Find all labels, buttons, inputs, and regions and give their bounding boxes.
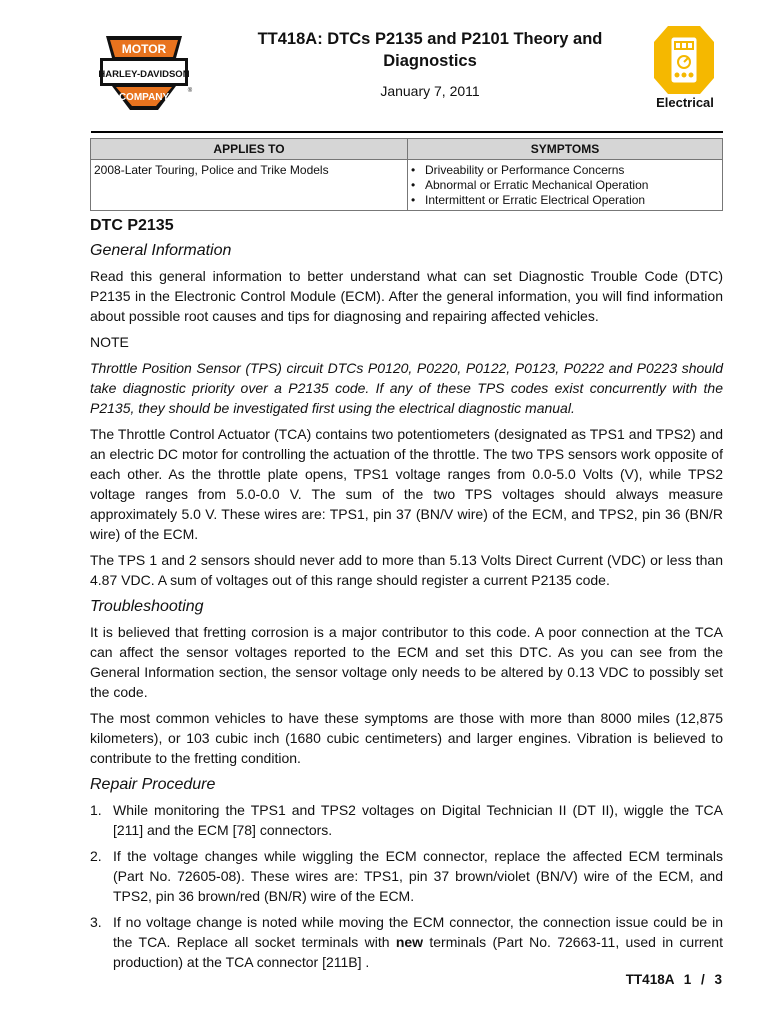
general-intro-paragraph: Read this general information to better understand what can set Diagnostic Trouble Code (DTC) P2135 in the Electronic Control Module (ECM). After the general information, you will find information about possible root causes and tips for diagnosing and repairing affected vehicles.: [90, 268, 723, 324]
step-text: If the voltage changes while wiggling the ECM connector, replace the affected ECM terminals (Part No. 72605-08). These wires are: TPS1, pin 37 brown/violet (BN/V) wire of the ECM, and TPS2, pin 36 brown/red (BN/R) wire of the ECM.: [113, 848, 723, 904]
applies-to-cell: 2008-Later Touring, Police and Trike Models: [91, 160, 408, 211]
symptoms-cell: [408, 160, 723, 211]
logo-registered-mark: ®: [187, 88, 193, 94]
repair-steps-list: [90, 800, 723, 972]
note-label: NOTE: [90, 334, 129, 350]
step-emphasis: new: [395, 934, 424, 950]
repair-procedure-heading: Repair Procedure: [90, 776, 216, 793]
step-text-after: terminals (Part No. 72663-11, used in current production) at the TCA connector [211B] .: [113, 934, 723, 970]
document-body: [90, 215, 723, 978]
multimeter-icon: [652, 24, 716, 96]
tps-voltage-range-paragraph: The TPS 1 and 2 sensors should never add to more than 5.13 Volts Direct Current (VDC) or less than 4.87 VDC. A sum of voltages out of this range should register a current P2135 code.: [90, 552, 723, 588]
applies-to-header: APPLIES TO: [91, 139, 408, 160]
symptom-item: • Driveability or Performance Concerns: [411, 163, 719, 178]
category-label: Electrical: [656, 95, 714, 110]
note-text: Throttle Position Sensor (TPS) circuit DTCs P0120, P0220, P0122, P0123, P0222 and P0223 should take diagnostic priority over a P2135 code. If any of these TPS codes exist concurrently with the P2135, they should be investigated first using the electrical diagnostic manual.: [90, 360, 723, 416]
general-information-heading: General Information: [90, 242, 232, 259]
document-title: TT418A: DTCs P2135 and P2101 Theory and Diagnostics: [257, 30, 603, 70]
document-date: January 7, 2011: [380, 83, 480, 99]
step-number: 2.: [90, 848, 102, 864]
footer-page-number: 1 / 3: [683, 972, 722, 987]
step-number: 1.: [90, 802, 102, 818]
repair-step: [90, 800, 723, 840]
troubleshooting-heading: Troubleshooting: [90, 598, 204, 615]
repair-step: [90, 846, 723, 906]
applies-to-table: [90, 138, 723, 211]
repair-step: [90, 912, 723, 972]
footer-doc-id: TT418A: [625, 972, 674, 987]
troubleshooting-paragraph-1: It is believed that fretting corrosion is a major contributor to this code. A poor connection at the TCA can affect the sensor voltages reported to the ECM and set this DTC. As you can see from the General Information section, the sensor voltage only needs to be altered by 0.13 VDC to possibly set the code.: [90, 624, 723, 700]
logo-middle-text: HARLEY-DAVIDSON: [98, 69, 190, 80]
harley-davidson-logo: [92, 30, 196, 114]
logo-bottom-text: COMPANY: [118, 92, 170, 103]
tca-description-paragraph: The Throttle Control Actuator (TCA) contains two potentiometers (designated as TPS1 and TPS2) and an electric DC motor for controlling the actuation of the throttle. The two TPS sensors work opposite of each other. As the throttle plate opens, TPS1 voltage ranges from 0.0-5.0 Volts (V), while TPS2 voltage ranges from 5.0-0.0 V. The sum of the two TPS voltages should always measure approximately 5.0 V. These wires are: TPS1, pin 37 (BN/V wire) of the ECM, and TPS2, pin 36 (BN/R wire) of the ECM.: [90, 426, 723, 542]
dtc-heading: DTC P2135: [90, 217, 174, 234]
page-footer: [626, 972, 722, 987]
header-divider: [91, 131, 723, 133]
step-text-before: If no voltage change is noted while moving the ECM connector, the connection issue could be in the TCA. Replace all socket terminals with: [113, 914, 723, 950]
symptom-item: • Intermittent or Erratic Electrical Operation: [411, 193, 719, 208]
step-text: While monitoring the TPS1 and TPS2 voltages on Digital Technician II (DT II), wiggle the TCA [211] and the ECM [78] connectors.: [113, 802, 723, 838]
logo-top-text: MOTOR: [121, 42, 167, 56]
symptom-item: • Abnormal or Erratic Mechanical Operation: [411, 178, 719, 193]
step-number: 3.: [90, 914, 102, 930]
symptoms-header: SYMPTOMS: [408, 139, 723, 160]
troubleshooting-paragraph-2: The most common vehicles to have these symptoms are those with more than 8000 miles (12,875 kilometers), or 103 cubic inch (1680 cubic centimeters) and larger engines. Vibration is believed to contribute to the fretting condition.: [90, 710, 723, 766]
